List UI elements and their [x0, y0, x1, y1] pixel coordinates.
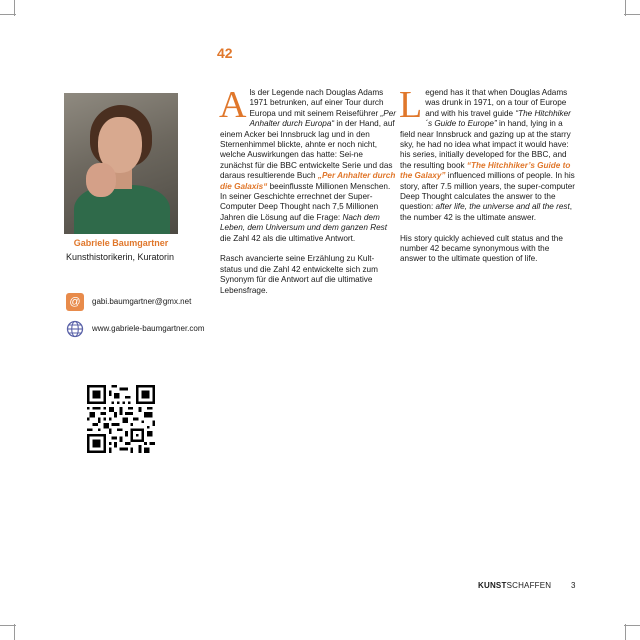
- crop-mark: [624, 14, 640, 15]
- german-paragraph-2: Rasch avancierte seine Erzählung zu Kult-status und die Zahl 42 entwickelte sich zum Synonym für die Antwort auf die ultimative Lebensfrage.: [220, 254, 378, 295]
- english-dropcap: L: [399, 84, 423, 126]
- german-book-title-2: „Per Anhalter durch die Galaxis“: [220, 171, 396, 191]
- german-question: Nach dem Leben, dem Universum und dem ganzen Rest: [220, 212, 388, 233]
- crop-mark: [625, 624, 626, 640]
- english-text-column: [399, 84, 576, 275]
- crop-mark: [0, 14, 16, 15]
- author-name: Gabriele Baumgartner: [73, 238, 169, 248]
- section-number: 42: [217, 45, 233, 61]
- at-icon: @: [66, 293, 84, 311]
- english-book-title-1: “The Hitchhiker´s Guide to Europe”: [425, 108, 571, 129]
- english-paragraph-2: His story quickly achieved cult status and the number 42 became synonymous with the answer to the ultimate question of life.: [400, 233, 563, 264]
- footer-brand: KUNSTSCHAFFEN: [478, 581, 552, 590]
- crop-mark: [14, 624, 15, 640]
- website-link[interactable]: www.gabriele-baumgartner.com: [92, 324, 205, 333]
- author-portrait: [64, 93, 178, 234]
- email-link[interactable]: gabi.baumgartner@gmx.net: [92, 297, 192, 306]
- footer-page-number: 3: [571, 581, 576, 590]
- crop-mark: [0, 625, 16, 626]
- english-question: after life, the universe and all the rest: [435, 202, 570, 212]
- german-dropcap: A: [219, 84, 247, 126]
- german-book-title-1: „Per Anhalter durch Europa“: [249, 108, 396, 129]
- german-text-column: [219, 84, 396, 307]
- german-paragraph-1: Als der Legende nach Douglas Adams 1971 betrunken, auf einer Tour durch Europa und mit seinem Reiseführer „Per Anhalter durch Europa“ in der Hand, auf einem Acker bei Innsbruck lag und in den Sternenhimmel blickte, ahnte er noch nicht, welche Auswirkungen das hatte: Sei-ne zunächst für die BBC entwickelte Serie und das daraus resultierende Buch „Per Anhalter durch die Galaxis“ beeinflusste Millionen Menschen. In seiner Geschichte errechnet der Super-Computer Deep Thought nach 7,5 Millionen Jahren die Lösung auf die Frage: Nach dem Leben, dem Universum und dem ganzen Rest die Zahl 42 als die ultimative Antwort.: [219, 84, 396, 243]
- english-paragraph-1: Legend has it that when Douglas Adams was drunk in 1971, on a tour of Europe and with his travel guide “The Hitchhiker´s Guide to Europe” in hand, lying in a field near Innsbruck and gazing up at the starry sky, he had no idea what impact it would have: his series, initially developed for the BBC, and the resulting book “The Hitchhiker’s Guide to the Galaxy” influenced millions of people. In his story, after 7.5 million years, the super-computer Deep Thought calculates the answer to the question: after life, the universe and all the rest, the number 42 is the ultimate answer.: [399, 84, 576, 222]
- crop-mark: [624, 625, 640, 626]
- author-role: Kunsthistorikerin, Kuratorin: [65, 252, 175, 262]
- qr-code[interactable]: [87, 385, 155, 453]
- globe-icon: [66, 320, 84, 338]
- english-book-title-2: “The Hitchhiker’s Guide to the Galaxy”: [400, 160, 571, 181]
